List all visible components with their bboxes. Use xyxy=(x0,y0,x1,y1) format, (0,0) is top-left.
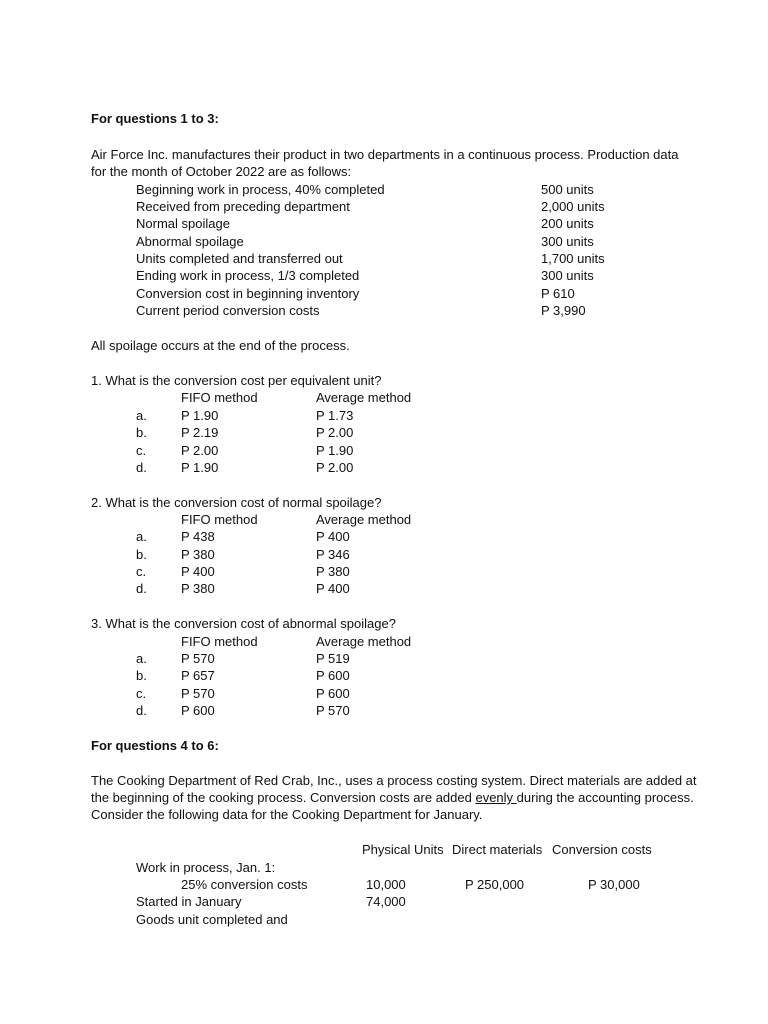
production-value: 300 units xyxy=(541,234,594,249)
section-heading: For questions 4 to 6: xyxy=(91,738,219,753)
column-header-fifo: FIFO method xyxy=(181,634,258,649)
option-letter: b. xyxy=(136,425,147,440)
option-average: P 570 xyxy=(316,703,350,718)
intro-text-part: during the accounting process. xyxy=(516,790,694,805)
column-header-average: Average method xyxy=(316,390,412,405)
production-value: 1,700 units xyxy=(541,251,605,266)
table-header-direct-materials: Direct materials xyxy=(452,842,543,857)
intro-text: for the month of October 2022 are as follows: xyxy=(91,164,352,179)
option-fifo: P 1.90 xyxy=(181,460,219,475)
option-fifo: P 400 xyxy=(181,564,215,579)
option-fifo: P 600 xyxy=(181,703,215,718)
production-value: 500 units xyxy=(541,182,594,197)
option-letter: a. xyxy=(136,408,147,423)
option-letter: d. xyxy=(136,581,147,596)
table-header-conversion-costs: Conversion costs xyxy=(552,842,652,857)
table-row-label: Work in process, Jan. 1: xyxy=(136,860,276,875)
option-average: P 600 xyxy=(316,668,350,683)
column-header-average: Average method xyxy=(316,634,412,649)
emphasis-evenly: evenly xyxy=(475,790,517,805)
option-average: P 1.90 xyxy=(316,443,354,458)
table-cell: P 30,000 xyxy=(588,877,640,892)
option-fifo: P 380 xyxy=(181,547,215,562)
production-value: 2,000 units xyxy=(541,199,605,214)
option-fifo: P 380 xyxy=(181,581,215,596)
option-average: P 600 xyxy=(316,686,350,701)
production-label: Normal spoilage xyxy=(136,216,230,231)
question-1: 1. What is the conversion cost per equivalent unit? xyxy=(91,373,382,388)
option-letter: a. xyxy=(136,651,147,666)
section-heading: For questions 1 to 3: xyxy=(91,111,219,126)
table-cell: 10,000 xyxy=(366,877,406,892)
option-letter: d. xyxy=(136,460,147,475)
production-label: Beginning work in process, 40% completed xyxy=(136,182,385,197)
production-value: P 3,990 xyxy=(541,303,586,318)
option-fifo: P 438 xyxy=(181,529,215,544)
option-letter: c. xyxy=(136,443,147,458)
production-label: Received from preceding department xyxy=(136,199,350,214)
option-average: P 400 xyxy=(316,529,350,544)
option-average: P 346 xyxy=(316,547,350,562)
production-value: 200 units xyxy=(541,216,594,231)
table-cell: P 250,000 xyxy=(465,877,525,892)
option-fifo: P 570 xyxy=(181,686,215,701)
question-3: 3. What is the conversion cost of abnormal spoilage? xyxy=(91,616,396,631)
production-label: Conversion cost in beginning inventory xyxy=(136,286,360,301)
option-letter: b. xyxy=(136,547,147,562)
option-fifo: P 2.00 xyxy=(181,443,219,458)
option-letter: d. xyxy=(136,703,147,718)
option-average: P 1.73 xyxy=(316,408,354,423)
production-value: P 610 xyxy=(541,286,575,301)
column-header-average: Average method xyxy=(316,512,412,527)
production-label: Current period conversion costs xyxy=(136,303,320,318)
spoilage-note: All spoilage occurs at the end of the process. xyxy=(91,338,350,353)
option-letter: c. xyxy=(136,686,147,701)
production-label: Ending work in process, 1/3 completed xyxy=(136,268,360,283)
intro-text: Air Force Inc. manufactures their product in two departments in a continuous process. Production data xyxy=(91,147,679,162)
option-letter: b. xyxy=(136,668,147,683)
option-letter: c. xyxy=(136,564,147,579)
column-header-fifo: FIFO method xyxy=(181,512,258,527)
table-cell: 74,000 xyxy=(366,894,406,909)
table-row-label: Goods unit completed and xyxy=(136,912,288,927)
option-fifo: P 2.19 xyxy=(181,425,219,440)
intro-text: Consider the following data for the Cooking Department for January. xyxy=(91,807,483,822)
table-header-physical-units: Physical Units xyxy=(362,842,444,857)
option-letter: a. xyxy=(136,529,147,544)
option-average: P 2.00 xyxy=(316,460,354,475)
intro-text xyxy=(91,789,694,806)
table-row-label: 25% conversion costs xyxy=(181,877,308,892)
production-value: 300 units xyxy=(541,268,594,283)
option-average: P 2.00 xyxy=(316,425,354,440)
question-2: 2. What is the conversion cost of normal spoilage? xyxy=(91,495,382,510)
table-row-label: Started in January xyxy=(136,894,242,909)
production-label: Abnormal spoilage xyxy=(136,234,244,249)
option-average: P 400 xyxy=(316,581,350,596)
intro-text: The Cooking Department of Red Crab, Inc., uses a process costing system. Direct materials are added at xyxy=(91,773,697,788)
column-header-fifo: FIFO method xyxy=(181,390,258,405)
production-label: Units completed and transferred out xyxy=(136,251,343,266)
option-fifo: P 657 xyxy=(181,668,215,683)
option-fifo: P 570 xyxy=(181,651,215,666)
option-fifo: P 1.90 xyxy=(181,408,219,423)
intro-text-part: the beginning of the cooking process. Conversion costs are added xyxy=(91,790,476,805)
option-average: P 380 xyxy=(316,564,350,579)
option-average: P 519 xyxy=(316,651,350,666)
